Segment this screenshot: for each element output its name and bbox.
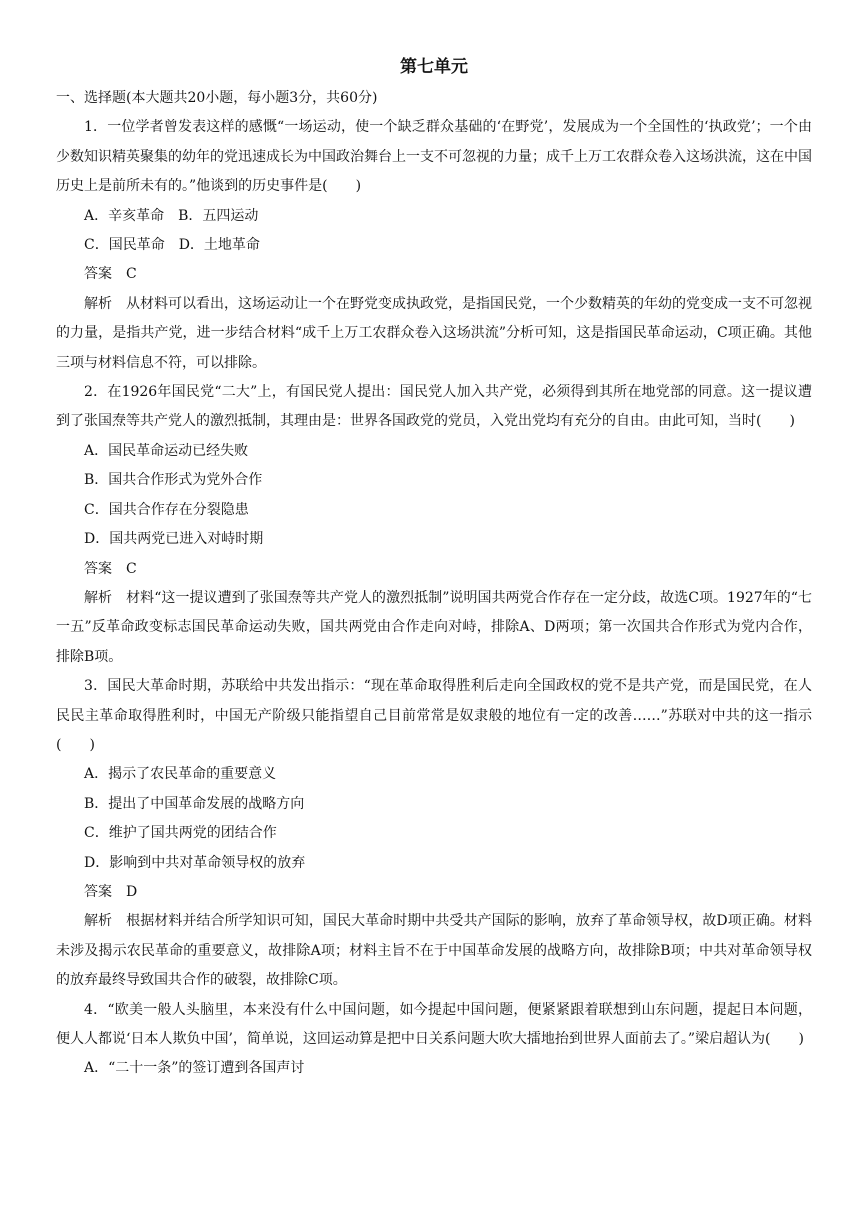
- section-heading: 一、选择题(本大题共20小题，每小题3分，共60分): [56, 90, 378, 106]
- option-line: A．揭示了农民革命的重要意义: [84, 766, 277, 783]
- answer-line: [56, 555, 812, 584]
- question-stem: 3．国民大革命时期，苏联给中共发出指示：“现在革命取得胜利后走向全国政权的党不是共产党，而是国民党，在人民民主革命取得胜利时，中国无产阶级只能指望自己目前常常是奴隶般的地位有一定的改善……”苏联对中共的这一指示( ): [56, 678, 812, 753]
- option-line: D．影响到中共对革命领导权的放弃: [84, 854, 306, 871]
- option-line: B．提出了中国革命发展的战略方向: [84, 795, 305, 812]
- answer-value: C: [126, 266, 137, 283]
- option-line: C．国民革命 D．土地革命: [84, 237, 260, 254]
- option-line: B．国共合作形式为党外合作: [84, 472, 263, 489]
- question-2: [56, 378, 812, 672]
- question-4: [56, 996, 812, 1084]
- question-stem: 1．一位学者曾发表这样的感慨“一场运动，使一个缺乏群众基础的‘在野党’，发展成为一个全国性的‘执政党’；一个由少数知识精英聚集的幼年的党迅速成长为中国政治舞台上一支不可忽视的力量；成千上万工农群众卷入这场洪流，这在中国历史上是前所未有的。”他谈到的历史事件是( ): [56, 119, 812, 195]
- answer-label: 答案: [84, 560, 112, 577]
- option-line: A．辛亥革命 B．五四运动: [84, 207, 259, 224]
- document-page: [56, 52, 812, 1084]
- answer-label: 答案: [84, 883, 112, 900]
- answer-line: [56, 878, 812, 907]
- answer-line: [56, 260, 812, 289]
- question-stem: 2．在1926年国民党“二大”上，有国民党人提出：国民党人加入共产党，必须得到其所在地党部的同意。这一提议遭到了张国焘等共产党人的激烈抵制，其理由是：世界各国政党的党员，入党出党均有充分的自由。由此可知，当时( ): [56, 384, 812, 430]
- answer-value: C: [126, 560, 137, 577]
- analysis-text: 解析 根据材料并结合所学知识可知，国民大革命时期中共受共产国际的影响，放弃了革命领导权，故D项正确。材料未涉及揭示农民革命的重要意义，故排除A项；材料主旨不在于中国革命发展的战略方向，故排除B项；中共对革命领导权的放弃最终导致国共合作的破裂，故排除C项。: [56, 913, 812, 989]
- answer-label: 答案: [84, 266, 112, 283]
- option-line: C．维护了国共两党的团结合作: [84, 825, 277, 842]
- option-line: D．国共两党已进入对峙时期: [84, 531, 264, 548]
- question-stem: 4．“欧美一般人头脑里，本来没有什么中国问题，如今提起中国问题，便紧紧跟着联想到山东问题，提起日本问题，便人人都说‘日本人欺负中国’，简单说，这回运动算是把中日关系问题大吹大擂地抬到世界人面前去了。”梁启超认为( ): [56, 1001, 812, 1047]
- analysis-text: 解析 材料“这一提议遭到了张国焘等共产党人的激烈抵制”说明国共两党合作存在一定分歧，故选C项。1927年的“七一五”反革命政变标志国民革命运动失败，国共两党由合作走向对峙，排除A、D两项；第一次国共合作形式为党内合作，排除B项。: [56, 589, 812, 665]
- option-line: A．国民革命运动已经失败: [84, 442, 249, 459]
- analysis-text: 解析 从材料可以看出，这场运动让一个在野党变成执政党，是指国民党，一个少数精英的年幼的党变成一支不可忽视的力量，是指共产党，进一步结合材料“成千上万工农群众卷入这场洪流”分析可知，这是指国民革命运动，C项正确。其他三项与材料信息不符，可以排除。: [56, 295, 812, 371]
- option-line: C．国共合作存在分裂隐患: [84, 501, 249, 518]
- question-3: [56, 672, 812, 995]
- page-title: 第七单元: [400, 57, 468, 77]
- option-line: A．“二十一条”的签订遭到各国声讨: [84, 1060, 305, 1077]
- question-1: [56, 113, 812, 378]
- answer-value: D: [126, 883, 138, 900]
